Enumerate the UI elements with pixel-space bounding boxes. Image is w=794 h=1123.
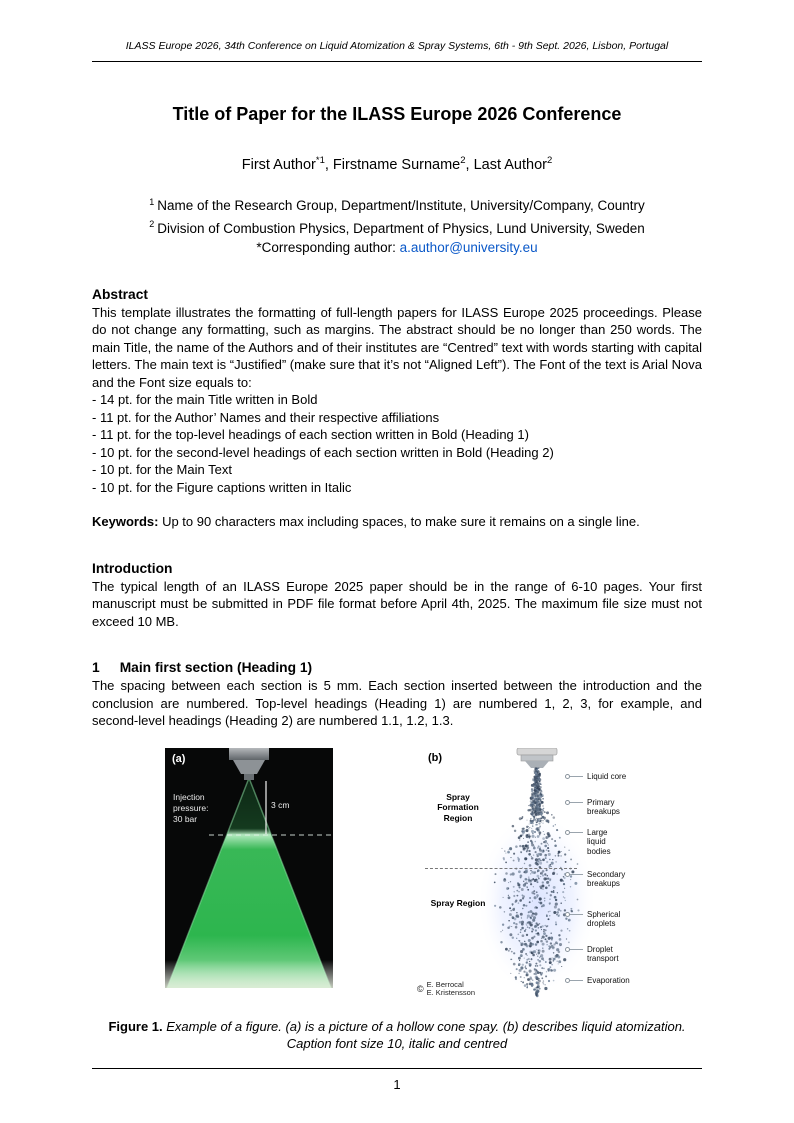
page-footer xyxy=(92,1068,702,1092)
corresponding-author-line: *Corresponding author: a.author@university.eu xyxy=(256,239,538,255)
leader-line xyxy=(569,832,583,833)
corresponding-email-link[interactable]: a.author@university.eu xyxy=(399,239,538,255)
figure-panel-a xyxy=(165,748,333,988)
spray-formation-region-label: Spray Formation Region xyxy=(437,791,479,823)
image-credit: © E. Berrocal E. Kristensson xyxy=(417,979,475,998)
list-item: - 10 pt. for the Figure captions written in Italic xyxy=(92,479,352,495)
leader-line xyxy=(569,802,583,803)
primary-breakups-label: Primary breakups xyxy=(587,798,631,817)
figure-caption: Figure 1. Example of a figure. (a) is a picture of a hollow cone spay. (b) describes liquid atomization. Caption font size 10, italic and centred xyxy=(108,1018,686,1052)
header-rule xyxy=(92,61,702,62)
abstract-heading: Abstract xyxy=(92,286,148,302)
page-number: 1 xyxy=(393,1077,401,1092)
introduction-body: The typical length of an ILASS Europe 2025 paper should be in the range of 6-10 pages. Your first manuscript must be submitted in PDF file format before April 4th, 2025. The maximum file size must not exceed 10 MB. xyxy=(92,578,702,629)
evaporation-label: Evaporation xyxy=(587,976,647,986)
list-item: - 11 pt. for the top-level headings of each section written in Bold (Heading 1) xyxy=(92,427,529,443)
leader-line xyxy=(569,914,583,915)
author: First Author$^{*1}$, xyxy=(241,155,333,173)
leader-line xyxy=(569,776,583,777)
copyright-icon: © xyxy=(417,984,424,995)
running-head: ILASS Europe 2026, 34th Conference on Liquid Atomization & Spray Systems, 6th - 9th Sept. 2026, Lisbon, Portugal xyxy=(125,40,669,52)
list-item: - 14 pt. for the main Title written in Bold xyxy=(92,392,318,408)
spray-region-label: Spray Region xyxy=(430,897,486,908)
abstract-body: This template illustrates the formatting of full-length papers for ILASS Europe 2025 proceedings. Please do not change any formatting, such as margins. The abstract should be no longer than 250 words. The main Title, the name of the Authors and of their institutes are “Centred” text with words starting with capital letters. The main text is “Justified” (make sure that it’s not “Aligned Left”). The Font of the text is Arial Nova and the Font size equals to: xyxy=(92,304,702,390)
affiliation-line: $^2$ Division of Combustion Physics, Department of Physics, Lund University, Sweden xyxy=(149,219,645,236)
abstract-format-list xyxy=(92,391,702,496)
keywords-line: Keywords: Up to 90 characters max including spaces, to make sure it remains on a single line. xyxy=(92,514,640,530)
droplet-transport-label: Droplet transport xyxy=(587,945,631,964)
injection-pressure-label: Injection pressure: 30 bar xyxy=(173,791,209,824)
affiliation-line: $^1$ Name of the Research Group, Department/Institute, University/Company, Country xyxy=(149,196,645,214)
figure-1 xyxy=(92,748,702,1006)
author: Last Author$^2$ xyxy=(473,155,553,173)
list-item: - 11 pt. for the Author’ Names and their respective affiliations xyxy=(92,409,440,425)
secondary-breakups-label: Secondary breakups xyxy=(587,870,639,889)
introduction-heading: Introduction xyxy=(92,560,173,576)
list-item: - 10 pt. for the second-level headings of each section written in Bold (Heading 2) xyxy=(92,444,554,460)
leader-line xyxy=(569,949,583,950)
panel-b-label: (b) xyxy=(428,751,443,764)
scale-label: 3 cm xyxy=(271,799,290,810)
section-1-heading: 1 Main first section (Heading 1) xyxy=(92,660,313,676)
spray-photo xyxy=(165,748,333,988)
affiliations-block xyxy=(92,193,702,257)
liquid-core-label: Liquid core xyxy=(587,772,647,782)
region-divider-dashed-line xyxy=(425,868,577,869)
figure-panel-b xyxy=(417,748,670,1003)
spherical-droplets-label: Spherical droplets xyxy=(587,910,635,929)
leader-line xyxy=(569,874,583,875)
authors-line xyxy=(92,155,702,173)
list-item: - 10 pt. for the Main Text xyxy=(92,462,232,478)
author: Firstname Surname$^2$, xyxy=(332,155,474,173)
leader-line xyxy=(569,980,583,981)
large-liquid-bodies-label: Large liquid bodies xyxy=(587,828,621,857)
section-1-body: The spacing between each section is 5 mm. Each section inserted between the introduction and the conclusion are numbered. Top-level headings (Heading 1) are numbered 1, 2, 3, for example, and second-level headings (Heading 2) are numbered 1.1, 1.2, 1.3. xyxy=(92,678,702,729)
panel-a-label: (a) xyxy=(172,752,186,765)
paper-title: Title of Paper for the ILASS Europe 2026 Conference xyxy=(172,104,622,124)
